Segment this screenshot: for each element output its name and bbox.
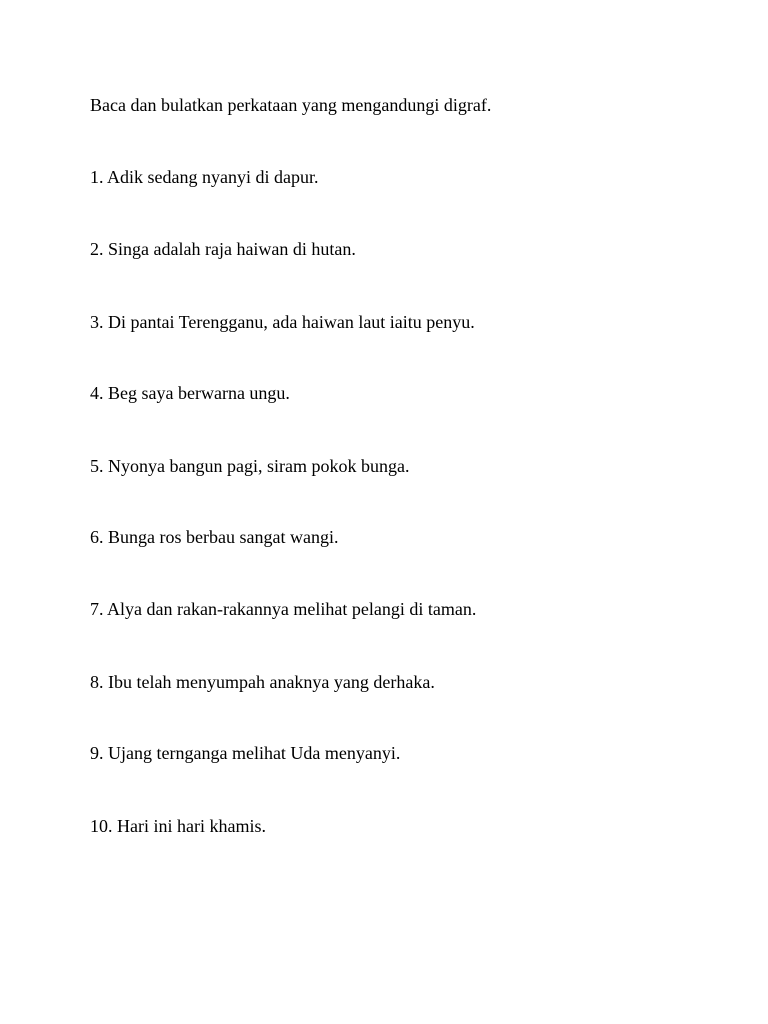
exercise-item-10: 10. Hari ini hari khamis. [90,816,266,836]
exercise-item-6: 6. Bunga ros berbau sangat wangi. [90,527,339,547]
exercise-item-2: 2. Singa adalah raja haiwan di hutan. [90,239,356,259]
exercise-item-9: 9. Ujang ternganga melihat Uda menyanyi. [90,743,401,763]
exercise-item-8: 8. Ibu telah menyumpah anaknya yang derhaka. [90,672,435,692]
instruction-text: Baca dan bulatkan perkataan yang mengandungi digraf. [90,95,492,115]
exercise-item-5: 5. Nyonya bangun pagi, siram pokok bunga. [90,456,410,476]
exercise-item-3: 3. Di pantai Terengganu, ada haiwan laut iaitu penyu. [90,312,475,332]
exercise-item-4: 4. Beg saya berwarna ungu. [90,383,290,403]
exercise-item-1: 1. Adik sedang nyanyi di dapur. [90,167,319,187]
exercise-item-7: 7. Alya dan rakan-rakannya melihat pelangi di taman. [90,599,477,619]
